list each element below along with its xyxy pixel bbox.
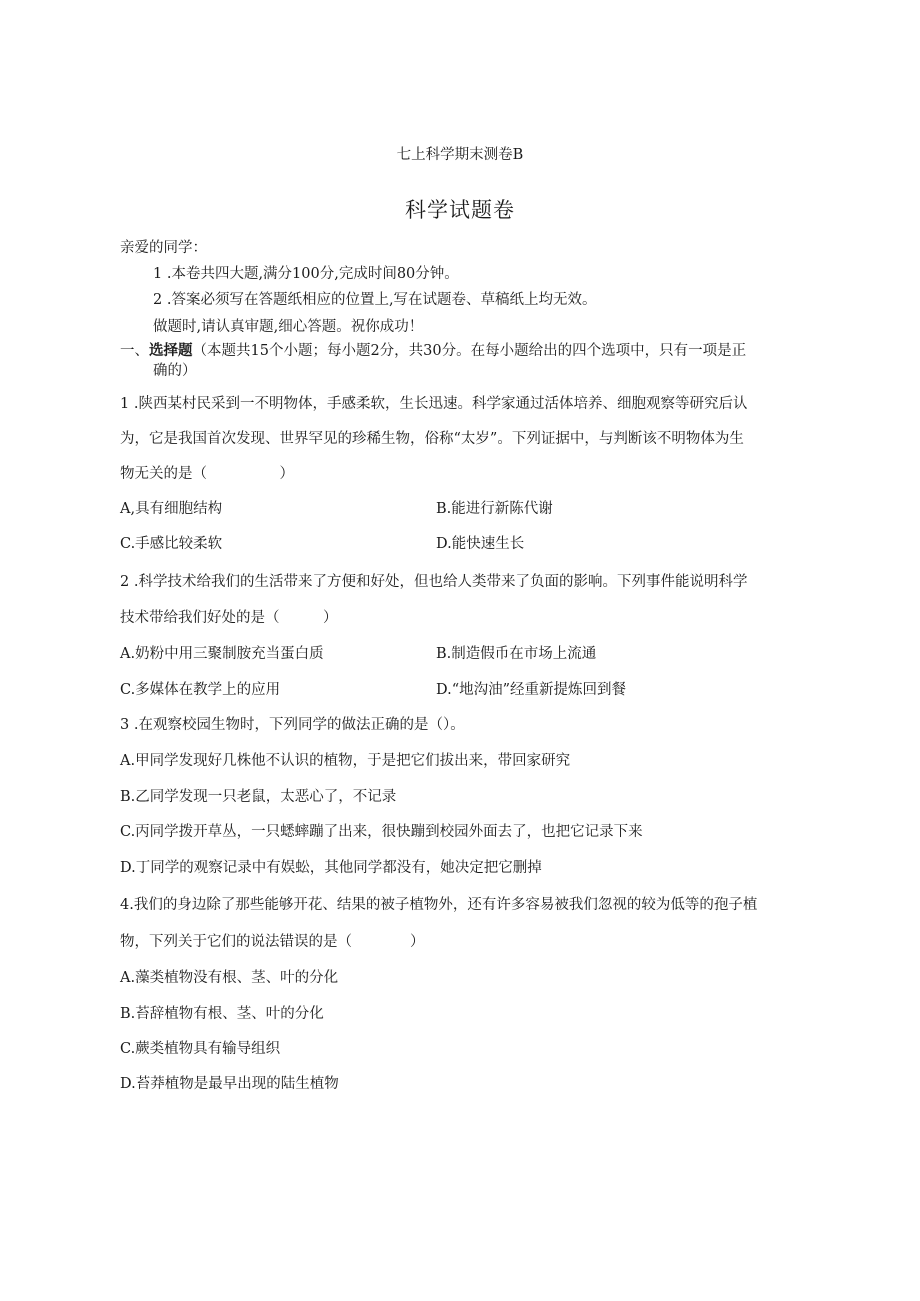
question-4-option-d: D.苔莽植物是最早出现的陆生植物 [120, 1076, 339, 1092]
question-2-option-b: B.制造假币在市场上流通 [436, 646, 597, 662]
question-3-option-d: D.丁同学的观察记录中有娱蚣，其他同学都没有，她决定把它删掉 [120, 860, 542, 876]
question-2-option-c: C.多媒体在教学上的应用 [120, 682, 281, 698]
question-4-line-1: 4.我们的身边除了那些能够开花、结果的被子植物外，还有许多容易被我们忽视的较为低等的孢子植 [120, 897, 758, 913]
question-1-line-1: 1 .陕西某村民采到一不明物体，手感柔软，生长迅速。科学家通过活体培养、细胞观察等研究后认 [120, 396, 748, 412]
question-2-line-1: 2 .科学技术给我们的生活带来了方便和好处，但也给人类带来了负面的影响。下列事件能说明科学 [120, 574, 748, 590]
greeting: 亲爱的同学： [120, 240, 207, 256]
instruction-2: 2 .答案必须写在答题纸相应的位置上,写在试题卷、草稿纸上均无效。 [153, 292, 597, 308]
question-4-option-a: A.藻类植物没有根、茎、叶的分化 [120, 970, 339, 986]
section-title: 选择题 [149, 342, 193, 359]
question-4-line-2: 物，下列关于它们的说法错误的是（ ） [120, 934, 425, 950]
question-1-option-c: C.手感比较柔软 [120, 536, 223, 552]
question-3-option-c: C.丙同学拨开草丛，一只蟋蟀蹦了出来，很快蹦到校园外面去了，也把它记录下来 [120, 824, 643, 840]
section-desc-line2: 确的） [153, 363, 197, 379]
question-2-option-d: D.“地沟油”经重新提炼回到餐 [436, 682, 627, 698]
section-desc-line1: （本题共15个小题；每小题2分，共30分。在每小题给出的四个选项中，只有一项是正 [192, 343, 747, 359]
question-1-option-d: D.能快速生长 [436, 536, 525, 552]
question-1-line-3: 物无关的是（ ） [120, 466, 294, 482]
question-3-line-1: 3 .在观察校园生物时，下列同学的做法正确的是（）。 [120, 717, 465, 733]
instruction-3: 做题时,请认真审题,细心答题。祝你成功！ [153, 319, 424, 335]
question-2-line-2: 技术带给我们好处的是（ ） [120, 610, 338, 626]
question-2-option-a: A.奶粉中用三聚制胺充当蛋白质 [120, 646, 324, 662]
section-prefix: 一、 [120, 343, 149, 359]
question-4-option-c: C.蕨类植物具有输导组织 [120, 1041, 281, 1057]
page-title: 科学试题卷 [405, 198, 515, 222]
question-1-option-a: A,具有细胞结构 [120, 501, 223, 517]
question-1-option-b: B.能进行新陈代谢 [436, 501, 553, 517]
question-3-option-b: B.乙同学发现一只老鼠，太恶心了，不记录 [120, 789, 397, 805]
page-subtitle: 七上科学期末测卷B [396, 147, 524, 163]
instruction-1: 1 .本卷共四大题,满分100分,完成时间80分钟。 [153, 266, 459, 282]
section-heading [120, 342, 746, 360]
question-4-option-b: B.苔辞植物有根、茎、叶的分化 [120, 1006, 324, 1022]
question-1-line-2: 为，它是我国首次发现、世界罕见的珍稀生物，俗称“太岁”。下列证据中，与判断该不明物体为生 [120, 431, 744, 447]
question-3-option-a: A.甲同学发现好几株他不认识的植物，于是把它们拔出来，带回家研究 [120, 753, 571, 769]
